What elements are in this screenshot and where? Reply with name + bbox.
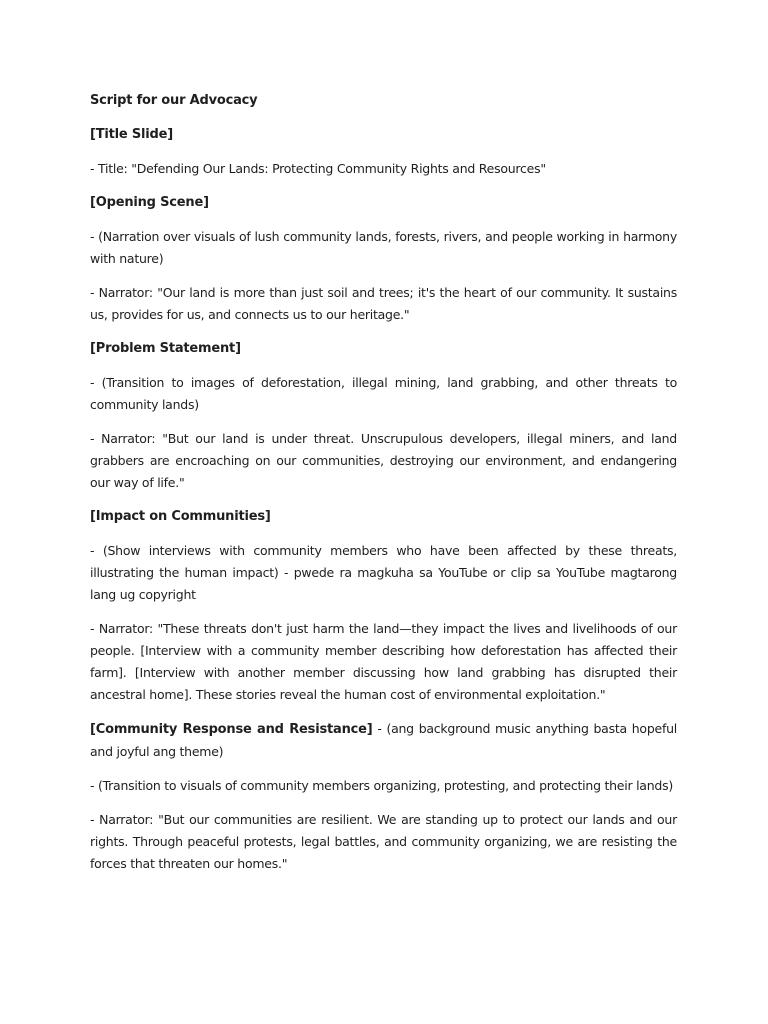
heading-opening-scene: [Opening Scene] [90, 195, 209, 210]
community-response-narrator: - Narrator: "But our communities are resilient. We are standing up to protect our lands and our rights. Through peaceful protests, legal battles, and community organizing, we are resisting the forces that threaten our homes." [90, 812, 677, 871]
heading-problem-statement: [Problem Statement] [90, 341, 241, 356]
heading-title-slide: [Title Slide] [90, 127, 174, 142]
heading-community-response: [Community Response and Resistance] [90, 722, 373, 737]
document-title: Script for our Advocacy [90, 93, 258, 108]
community-response-heading-note: - (ang background music anything basta hopeful and joyful ang theme) [90, 721, 677, 759]
community-response-transition: - (Transition to visuals of community members organizing, protesting, and protecting their lands) [90, 778, 673, 793]
heading-impact-on-communities: [Impact on Communities] [90, 509, 271, 524]
title-slide-title-line: - Title: "Defending Our Lands: Protecting Community Rights and Resources" [90, 161, 546, 176]
impact-narrator: - Narrator: "These threats don't just harm the land—they impact the lives and livelihoods of our people. [Interview with a community member describing how deforestation has affected their farm]. [Interview with another member discussing how land grabbing has disrupted their ancestral home]. These stories reveal the human cost of environmental exploitation." [90, 621, 677, 702]
problem-statement-transition: - (Transition to images of deforestation, illegal mining, land grabbing, and other threats to community lands) [90, 375, 677, 412]
opening-scene-narrator: - Narrator: "Our land is more than just soil and trees; it's the heart of our community. It sustains us, provides for us, and connects us to our heritage." [90, 285, 677, 322]
opening-scene-narration-visuals: - (Narration over visuals of lush community lands, forests, rivers, and people working in harmony with nature) [90, 229, 677, 266]
impact-interviews: - (Show interviews with community members who have been affected by these threats, illustrating the human impact) - pwede ra magkuha sa YouTube or clip sa YouTube magtarong lang ug copyright [90, 543, 677, 602]
community-response-heading-line [90, 718, 677, 763]
document-page [90, 90, 677, 887]
problem-statement-narrator: - Narrator: "But our land is under threat. Unscrupulous developers, illegal miners, and land grabbers are encroaching on our communities, destroying our environment, and endangering our way of life." [90, 431, 677, 490]
